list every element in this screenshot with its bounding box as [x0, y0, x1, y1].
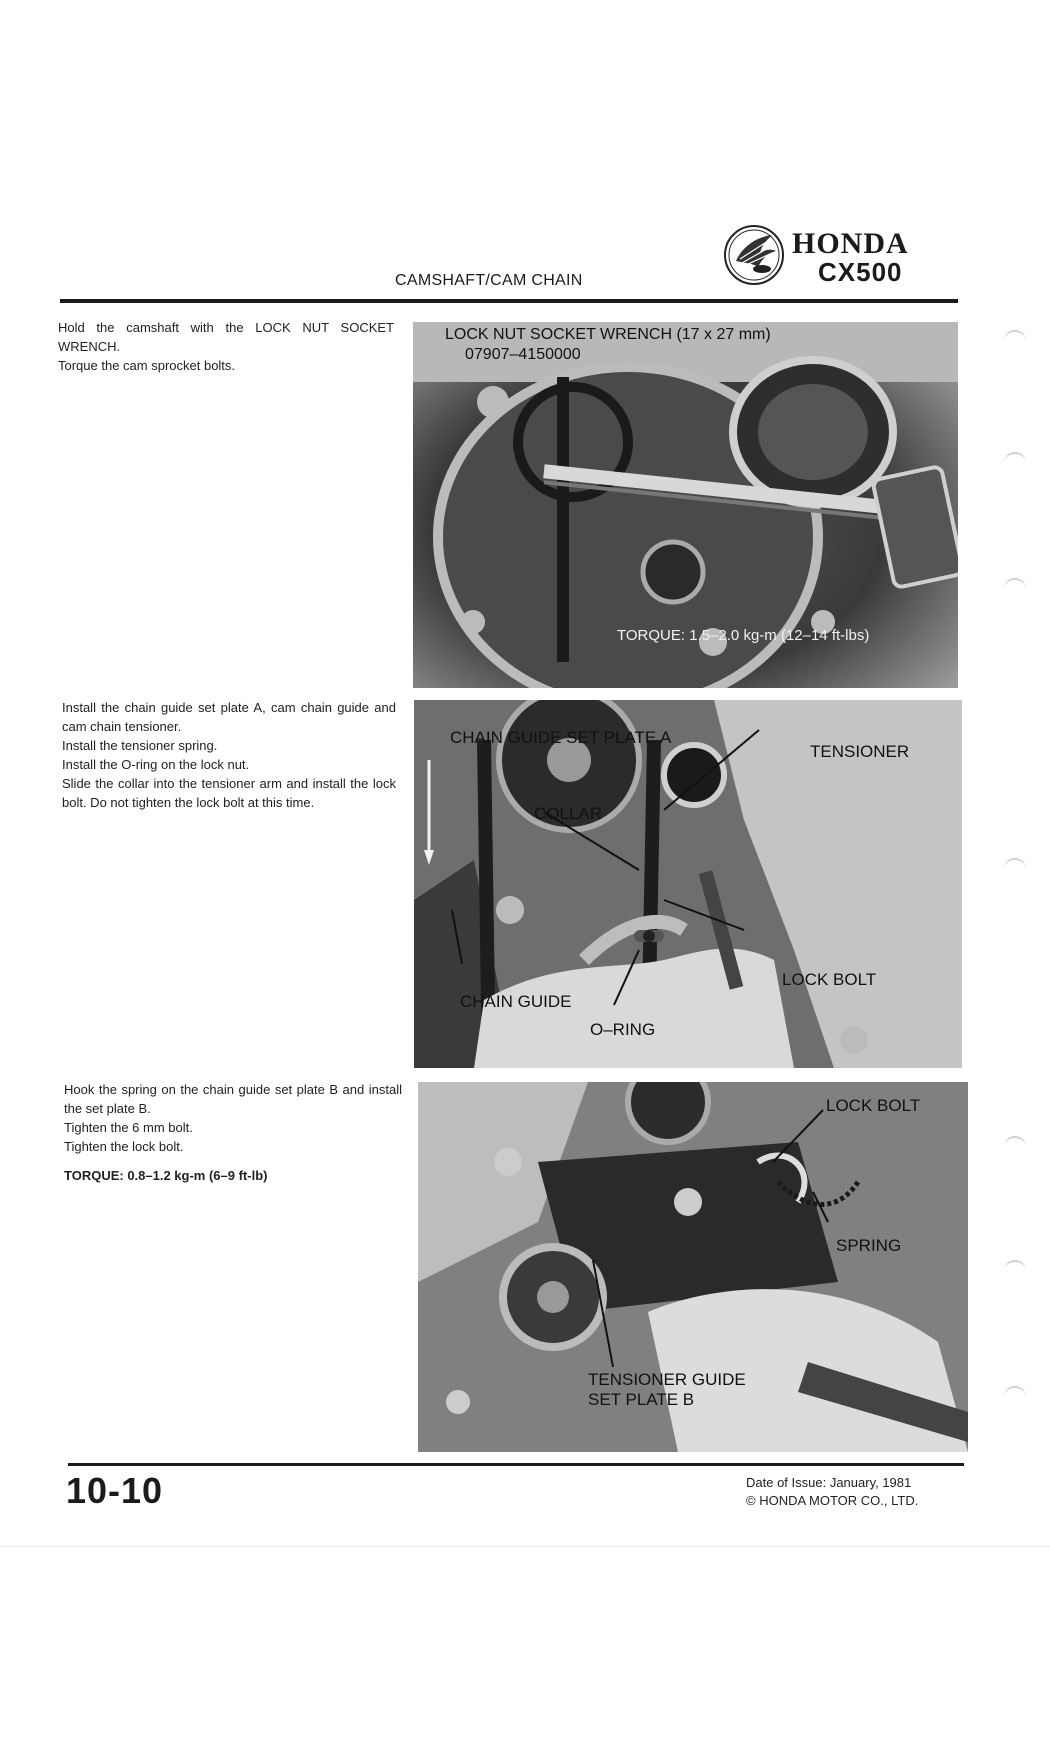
binder-tab-mark — [1004, 330, 1026, 346]
binder-tab-mark — [1004, 1386, 1026, 1402]
section-title: CAMSHAFT/CAM CHAIN — [395, 272, 583, 289]
tool-label: LOCK NUT SOCKET WRENCH (17 x 27 mm) — [445, 326, 771, 343]
spring-label: SPRING — [836, 1236, 902, 1255]
binder-tab-mark — [1004, 1260, 1026, 1276]
tool-number-label: 07907–4150000 — [465, 346, 581, 363]
step-3-instructions — [64, 1080, 402, 1185]
honda-logo — [722, 223, 952, 293]
step-1-photo — [413, 322, 958, 688]
step-2-instructions — [62, 698, 396, 812]
step-3-paragraph: Tighten the lock bolt. — [64, 1139, 184, 1154]
step-3-torque: TORQUE: 0.8–1.2 kg-m (6–9 ft-lb) — [64, 1168, 268, 1183]
torque-label: TORQUE: 1.5–2.0 kg-m (12–14 ft-lbs) — [617, 627, 870, 644]
binder-tab-mark — [1004, 858, 1026, 874]
step-1-paragraph: Hold the camshaft with the LOCK NUT SOCKET WRENCH. — [58, 320, 394, 354]
copyright: © HONDA MOTOR CO., LTD. — [746, 1493, 919, 1508]
collar-label: COLLAR — [534, 804, 603, 823]
step-3-photo — [418, 1082, 968, 1452]
page-number: 10-10 — [66, 1470, 164, 1511]
model-name: CX500 — [818, 257, 903, 287]
step-1-paragraph: Torque the cam sprocket bolts. — [58, 358, 236, 373]
chain-guide-set-plate-a-label: CHAIN GUIDE SET PLATE A — [450, 728, 672, 747]
step-2-paragraph: Slide the collar into the tensioner arm and install the lock bolt. Do not tighten the lock bolt at this time. — [62, 776, 396, 810]
header-rule — [60, 299, 958, 303]
step-3-paragraph: Tighten the 6 mm bolt. — [64, 1120, 193, 1135]
set-plate-b-label: SET PLATE B — [588, 1390, 695, 1409]
step-2-paragraph: Install the chain guide set plate A, cam chain guide and cam chain tensioner. — [62, 700, 396, 734]
step-1-instructions — [58, 318, 394, 375]
step-2-photo — [414, 700, 962, 1068]
step-2-paragraph: Install the tensioner spring. — [62, 738, 218, 753]
step-3-paragraph: Hook the spring on the chain guide set plate B and install the set plate B. — [64, 1082, 402, 1116]
tensioner-label: TENSIONER — [810, 742, 910, 761]
step-2-paragraph: Install the O-ring on the lock nut. — [62, 757, 250, 772]
footer-rule — [68, 1463, 964, 1466]
o-ring-label: O–RING — [590, 1020, 656, 1039]
brand-name: HONDA — [792, 227, 909, 260]
binder-tab-mark — [1004, 452, 1026, 468]
honda-wing-emblem-icon — [722, 223, 786, 287]
lock-bolt-label-3: LOCK BOLT — [826, 1096, 921, 1115]
date-of-issue: Date of Issue: January, 1981 — [746, 1475, 912, 1490]
chain-guide-label: CHAIN GUIDE — [460, 992, 572, 1011]
binder-tab-mark — [1004, 578, 1026, 594]
footer-info — [746, 1474, 918, 1510]
lock-bolt-label: LOCK BOLT — [782, 970, 877, 989]
scan-edge-line — [0, 1546, 1050, 1547]
tensioner-guide-label: TENSIONER GUIDE — [588, 1370, 746, 1389]
binder-tab-mark — [1004, 1136, 1026, 1152]
